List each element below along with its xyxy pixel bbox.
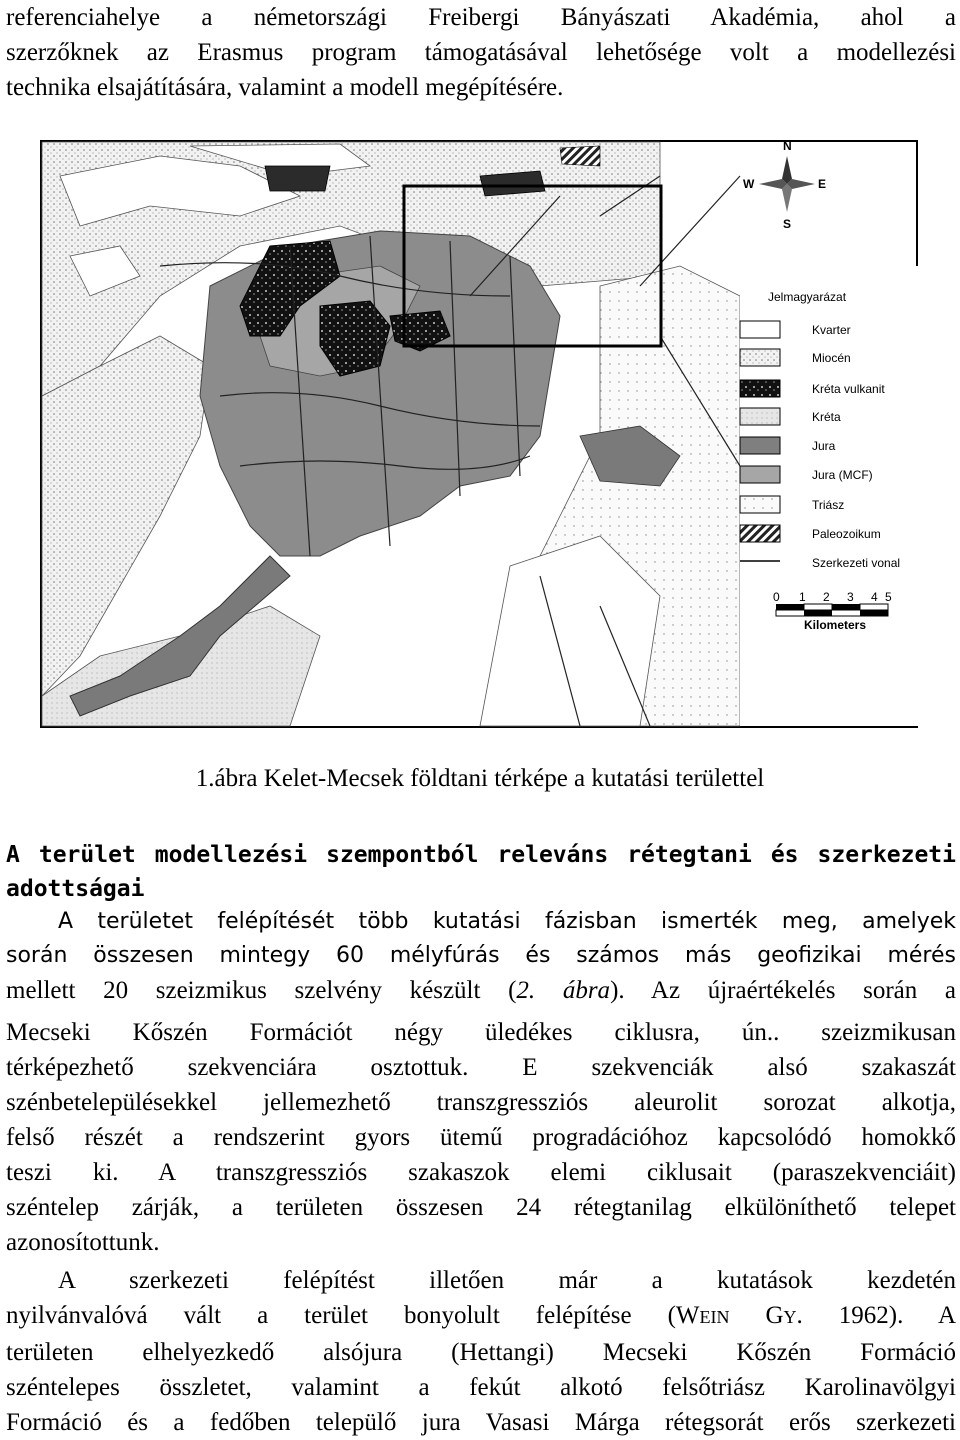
text-line: felső részét a rendszerint gyors ütemű progradációhoz kapcsolódó homokkő (6, 1124, 956, 1151)
text-line: területen elhelyezkedő alsójura (Hettangi) Mecseki Kőszén Formáció (6, 1339, 956, 1366)
compass-n: N (783, 139, 792, 153)
body-paragraph-2 (6, 1050, 956, 1260)
legend-label: Kréta vulkanit (812, 382, 885, 396)
text-line: technika elsajátítására, valamint a modell megépítésére. (6, 74, 564, 101)
compass-e: E (818, 177, 827, 191)
text-line: térképezhető szekvenciára osztottuk. E szekvenciák alsó szakaszát (6, 1054, 956, 1081)
heading-line: adottságai (6, 876, 145, 902)
text-line: azonosítottunk. (6, 1229, 160, 1256)
scale-tick: 3 (847, 590, 854, 604)
heading-line: A terület modellezési szempontból releváns rétegtani és szerkezeti (6, 842, 956, 868)
legend-label: Szerkezeti vonal (812, 556, 901, 570)
figure-ref: 2. ábra (516, 977, 611, 1004)
section-heading (6, 838, 956, 906)
legend-label: Paleozoikum (812, 527, 881, 541)
scale-tick: 4 (871, 590, 878, 604)
text-line: nyilvánvalóvá vált a terület bonyolult felépítése (WEIN GY. 1962). A (6, 1302, 957, 1329)
body-paragraph-2-start (6, 1015, 956, 1050)
scale-tick: 1 (799, 590, 806, 604)
scale-tick: 0 (773, 590, 780, 604)
legend-label: Miocén (812, 351, 851, 365)
figure-caption: 1.ábra Kelet-Mecsek földtani térképe a kutatási területtel (195, 765, 765, 792)
body-paragraph-1 (6, 905, 956, 973)
text-line: mellett 20 szeizmikus szelvény készült (2. ábra). Az újraértékelés során a (6, 977, 956, 1004)
legend-label: Jura (812, 439, 836, 453)
text-line: szénbetelepülésekkel jellemezhető transzgressziós aleurolit sorozat alkotja, (6, 1089, 956, 1116)
text-line: referenciahelye a németországi Freibergi Bányászati Akadémia, ahol a (6, 4, 956, 31)
text-line: Formáció és a fedőben települő jura Vasasi Márga rétegsorát erős szerkezeti (6, 1409, 956, 1436)
text-line: teszi ki. A transzgressziós szakaszok elemi ciklusait (paraszekvenciáit) (6, 1159, 956, 1186)
legend-label: Kvarter (812, 323, 851, 337)
text-line: széntelepes összletet, valamint a fekút alkotó felsőtriász Karolinavölgyi (6, 1374, 956, 1401)
geological-map-figure (40, 136, 920, 730)
scale-tick: 5 (885, 590, 892, 604)
compass-w: W (743, 177, 755, 191)
body-paragraph-1-cont (6, 973, 956, 1008)
text-line: szerzőknek az Erasmus program támogatásával lehetősége volt a modellezési (6, 39, 956, 66)
text-line: A területet felépítését több kutatási fázisban ismerték meg, amelyek (58, 909, 956, 934)
text-line: A szerkezeti felépítést illetően már a kutatások kezdetén (58, 1267, 956, 1294)
scale-tick: 2 (823, 590, 830, 604)
text-line: Mecseki Kőszén Formációt négy üledékes ciklusra, ún.. szeizmikusan (6, 1019, 956, 1046)
text-line: széntelep zárják, a területen összesen 24 rétegtanilag elkülöníthető telepet (6, 1194, 956, 1221)
intro-paragraph (6, 0, 956, 105)
body-paragraph-3 (6, 1263, 956, 1440)
legend-label: Kréta (812, 410, 841, 424)
compass-s: S (783, 217, 792, 231)
scale-unit: Kilometers (804, 618, 867, 632)
legend-label: Triász (812, 498, 845, 512)
legend-title: Jelmagyarázat (768, 290, 847, 304)
text-line: során összesen mintegy 60 mélyfúrás és számos más geofizikai mérés (6, 943, 956, 968)
legend-label: Jura (MCF) (812, 468, 873, 482)
legend-panel (740, 266, 918, 726)
